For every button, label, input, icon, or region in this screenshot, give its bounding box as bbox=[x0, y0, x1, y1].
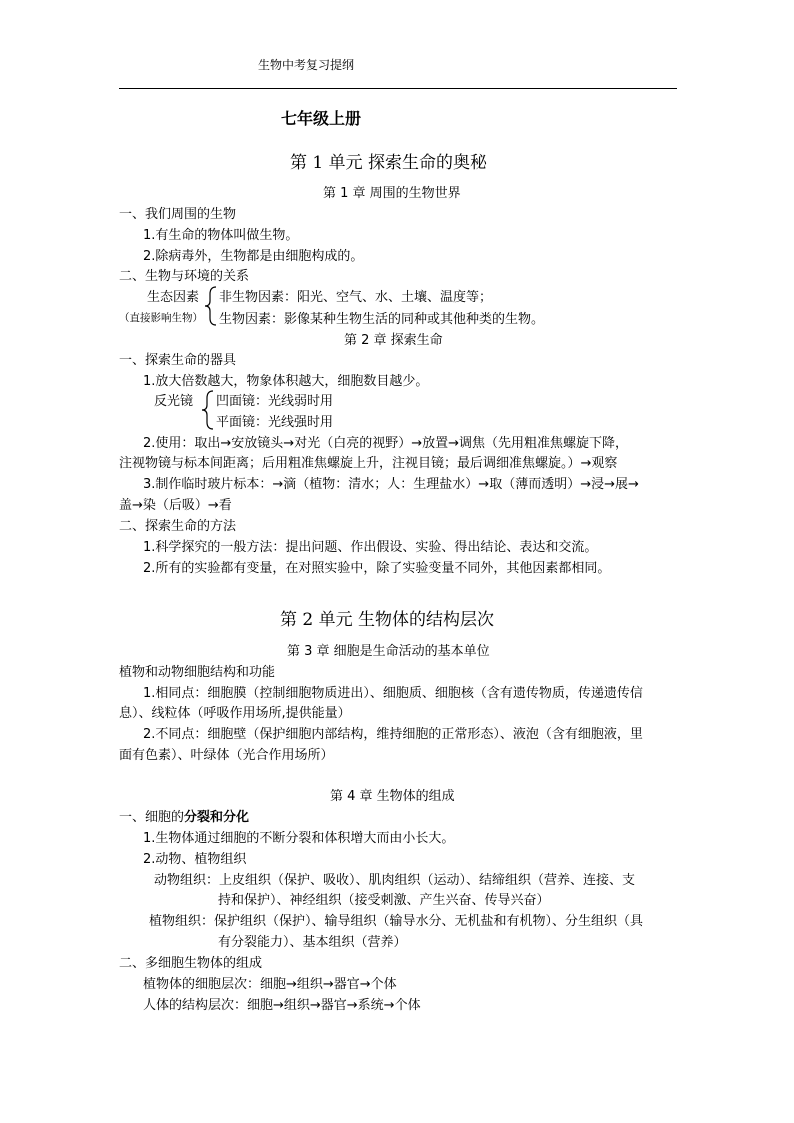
ch2-s2-item-2: 2.所有的实验都有变量，在对照实验中，除了实验变量不同外，其他因素都相同。 bbox=[143, 561, 611, 576]
ch2-item-1: 1.放大倍数越大，物象体积越大，细胞数目越少。 bbox=[143, 374, 429, 389]
ch1-title: 第 1 章 周围的生物世界 bbox=[323, 186, 461, 201]
ch2-s2-item-1: 1.科学探究的一般方法：提出问题、作出假设、实验、得出结论、表达和交流。 bbox=[143, 540, 598, 555]
ch2-title: 第 2 章 探索生命 bbox=[344, 333, 443, 348]
ch2-item-3-line-2: 盖→染（后吸）→看 bbox=[119, 498, 232, 513]
ch2-item-3-line-1: 3.制作临时玻片标本：→滴（植物：清水；人：生理盐水）→取（薄而透明）→浸→展→ bbox=[143, 477, 639, 492]
animal-tissue-line-2: 持和保护）、神经组织（接受刺激、产生兴奋、传导兴奋） bbox=[218, 893, 550, 908]
ch3-item-1-line-1: 1.相同点：细胞膜（控制细胞物质进出）、细胞质、细胞核（含有遗传物质，传递遗传信 bbox=[143, 686, 643, 701]
eco-item-abiotic: 非生物因素：阳光、空气、水、土壤、温度等； bbox=[219, 290, 493, 305]
ch1-s2-heading: 二、生物与环境的关系 bbox=[119, 269, 250, 284]
ch1-s1-item-1: 1.有生命的物体叫做生物。 bbox=[143, 228, 299, 243]
ch4-item-2: 2.动物、植物组织 bbox=[143, 852, 247, 867]
ch4-s1-heading-prefix: 一、细胞的 bbox=[119, 810, 185, 825]
ch2-s2-heading: 二、探索生命的方法 bbox=[119, 519, 237, 534]
plant-tissue-line-2: 有分裂能力）、基本组织（营养） bbox=[218, 935, 407, 950]
mirror-label: 反光镜 bbox=[154, 394, 194, 409]
mirror-item-flat: 平面镜：光线强时用 bbox=[216, 415, 334, 430]
human-levels: 人体的结构层次：细胞→组织→器官→系统→个体 bbox=[143, 998, 421, 1013]
ch2-item-2-line-2: 注视物镜与标本间距离；后用粗准焦螺旋上升，注视目镜；最后调细准焦螺旋。）→观察 bbox=[119, 456, 618, 471]
animal-tissue-line-1: 动物组织：上皮组织（保护、吸收）、肌肉组织（运动）、结缔组织（营养、连接、支 bbox=[154, 873, 636, 888]
ch2-item-2-line-1: 2.使用：取出→安放镜头→对光（白亮的视野）→放置→调焦（先用粗准焦螺旋下降， bbox=[143, 436, 628, 451]
ch3-title: 第 3 章 细胞是生命活动的基本单位 bbox=[287, 644, 490, 659]
ch3-item-2-line-2: 面有色素）、叶绿体（光合作用场所） bbox=[119, 748, 334, 763]
ch4-s1-heading-bold: 分裂和分化 bbox=[184, 810, 250, 825]
grade-title: 七年级上册 bbox=[281, 109, 362, 128]
eco-item-biotic: 生物因素：影像某种生物生活的同种或其他种类的生物。 bbox=[219, 312, 545, 327]
unit1-title: 第 1 单元 探索生命的奥秘 bbox=[290, 153, 488, 173]
ch4-title: 第 4 章 生物体的组成 bbox=[330, 789, 455, 804]
ch1-s1-heading: 一、我们周围的生物 bbox=[119, 207, 237, 222]
unit2-title: 第 2 单元 生物体的结构层次 bbox=[280, 610, 495, 630]
plant-tissue-line-1: 植物组织：保护组织（保护）、输导组织（输导水分、无机盐和有机物）、分生组织（具 bbox=[149, 914, 644, 929]
ch3-heading: 植物和动物细胞结构和功能 bbox=[119, 665, 276, 680]
eco-factor-label: 生态因素 bbox=[147, 290, 200, 305]
plant-levels: 植物体的细胞层次：细胞→组织→器官→个体 bbox=[143, 977, 397, 992]
ch1-s1-item-2: 2.除病毒外，生物都是由细胞构成的。 bbox=[143, 249, 364, 264]
mirror-item-concave: 凹面镜：光线弱时用 bbox=[216, 394, 334, 409]
page-header-title: 生物中考复习提纲 bbox=[258, 58, 355, 72]
ch3-item-2-line-1: 2.不同点：细胞壁（保护细胞内部结构，维持细胞的正常形态）、液泡（含有细胞液，里 bbox=[143, 727, 643, 742]
header-rule bbox=[119, 88, 677, 89]
ch3-item-1-line-2: 息）、线粒体（呼吸作用场所,提供能量） bbox=[119, 706, 351, 721]
ch2-s1-heading: 一、探索生命的器具 bbox=[119, 353, 237, 368]
mirror-brace-icon bbox=[201, 390, 215, 430]
eco-factor-note: （直接影响生物） bbox=[119, 312, 203, 324]
ch4-item-1: 1.生物体通过细胞的不断分裂和体积增大而由小长大。 bbox=[143, 831, 455, 846]
eco-brace-icon bbox=[204, 286, 218, 326]
ch4-s1-heading bbox=[119, 806, 249, 825]
ch4-s2-heading: 二、多细胞生物体的组成 bbox=[119, 956, 263, 971]
